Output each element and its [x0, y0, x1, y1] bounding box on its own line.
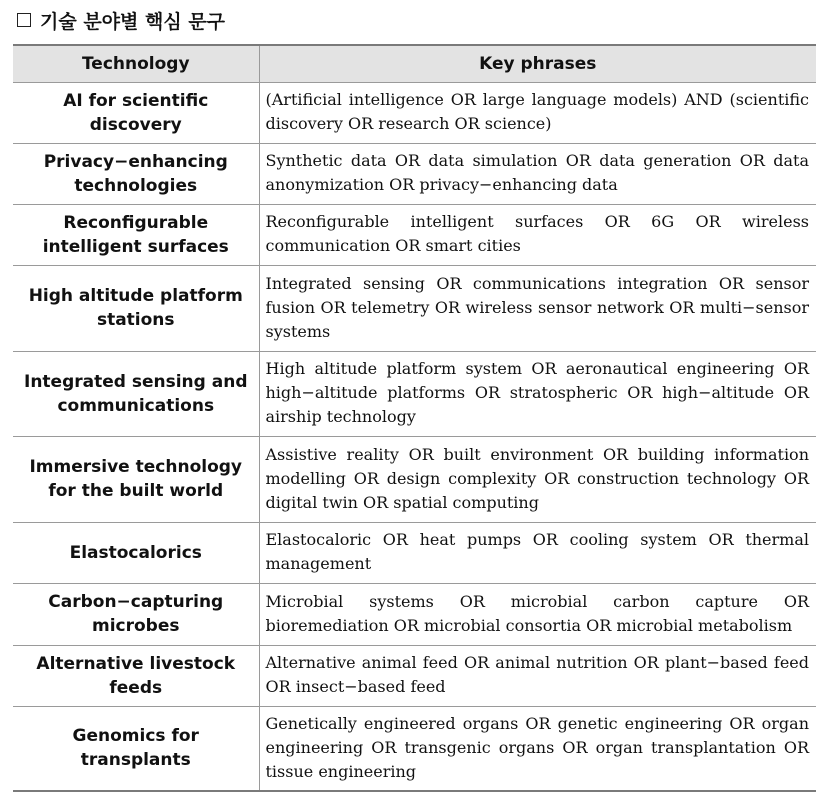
key-phrases-cell: High altitude platform system OR aeronautical engineering OR high−altitude platforms OR stratospheric OR high−altitude OR airship technology [259, 351, 816, 436]
key-phrases-cell: Microbial systems OR microbial carbon capture OR bioremediation OR microbial consortia OR microbial metabolism [259, 583, 816, 645]
key-phrases-cell: Genetically engineered organs OR genetic engineering OR organ engineering OR transgenic organs OR organ transplantation OR tissue engineering [265, 713, 809, 781]
table-row [13, 645, 816, 706]
column-header-key-phrases: Key phrases [259, 45, 816, 82]
table-row [13, 706, 816, 791]
key-phrases-cell: Reconfigurable intelligent surfaces OR 6G OR wireless communication OR smart cities [259, 204, 816, 265]
technology-cell: Genomics for transplants [13, 706, 259, 791]
table-header-row [13, 45, 816, 82]
table-row [13, 143, 816, 204]
key-phrases-cell: (Artificial intelligence OR large language models) AND (scientific discovery OR research OR science) [259, 82, 816, 143]
key-phrases-cell: Assistive reality OR built environment OR building information modelling OR design complexity OR construction technology OR digital twin OR spatial computing [259, 436, 816, 522]
table-row [13, 204, 816, 265]
technology-cell: Alternative livestock feeds [13, 645, 259, 706]
section-heading [17, 5, 225, 35]
key-phrases-cell: Integrated sensing OR communications integration OR sensor fusion OR telemetry OR wireless sensor network OR multi−sensor systems [259, 265, 816, 351]
technology-cell: Reconfigurable intelligent surfaces [13, 204, 259, 265]
key-phrases-cell: Synthetic data OR data simulation OR data generation OR data anonymization OR privacy−enhancing data [259, 143, 816, 204]
technology-cell: Carbon−capturing microbes [13, 583, 259, 645]
key-phrases-cell: Alternative animal feed OR animal nutrition OR plant−based feed OR insect−based feed [259, 645, 816, 706]
empty-square-icon [17, 13, 31, 27]
technology-cell: Elastocalorics [13, 522, 259, 583]
table-row [13, 436, 816, 522]
technology-cell: High altitude platform stations [13, 265, 259, 351]
table-row [13, 583, 816, 645]
key-phrases-cell: Elastocaloric OR heat pumps OR cooling system OR thermal management [259, 522, 816, 583]
table-row [13, 522, 816, 583]
technology-cell: Immersive technology for the built world [13, 436, 259, 522]
section-heading-text: 기술 분야별 핵심 문구 [40, 10, 226, 33]
column-header-technology: Technology [13, 45, 259, 82]
table-row [13, 82, 816, 143]
technology-cell: AI for scientific discovery [13, 82, 259, 143]
table-row [13, 265, 816, 351]
technology-cell: Integrated sensing and communications [13, 351, 259, 436]
technology-cell: Privacy−enhancing technologies [13, 143, 259, 204]
key-phrases-table [13, 44, 816, 792]
table-row [13, 351, 816, 436]
